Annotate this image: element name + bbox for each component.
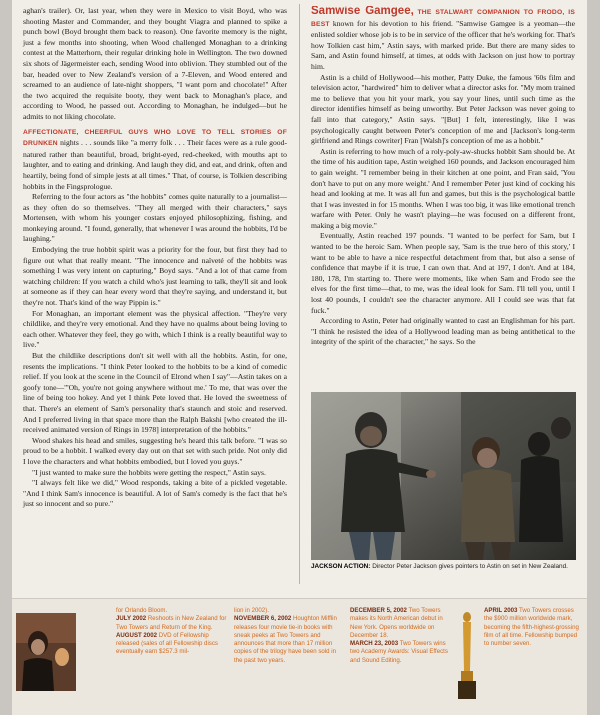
paragraph: For Monaghan, an important element was the physical affection. "They're very childlike, and they're very emotional. And they have no qualms about being loving to each other. Whatever they feel, they go with, which I think is a really beautiful way to live."	[23, 308, 287, 350]
left-column	[23, 6, 287, 510]
timeline-text: Houghton Mifflin releases four movie tie-in books with sneak peeks at Two Towers and announces that more than 17 million copies of the trilogy have been sold in the past two years.	[234, 615, 337, 664]
left-lead-in: AFFECTIONATE, CHEERFUL GUYS WHO LOVE TO TELL STORIES OF DRUNKEN	[23, 128, 287, 148]
timeline-text: DVD of Fellowship released (sales of all Fellowship discs eventually earn $257.3 mil-	[116, 631, 218, 656]
paragraph: "I just wanted to make sure the hobbits were getting the respect," Astin says.	[32, 467, 266, 477]
caption-label: JACKSON ACTION:	[311, 563, 371, 570]
timeline-lead: for Orlando Bloom.	[116, 607, 168, 614]
paragraph: Referring to the four actors as "the hobbits" comes quite naturally to a journalist—as they often do so themselves. "They all merged with their characters," says Mortensen, with whom his younger costars enjoyed philosophizing, fishing, and monkeying around. "I found, generally, that whenever I was around the hobbits, I'd be laughing."	[23, 192, 287, 244]
timeline-entry	[116, 607, 228, 657]
timeline-text: Reshoots in New Zealand for Two Towers and Return of the King.	[116, 615, 227, 631]
timeline-entry	[484, 607, 582, 648]
oscar-statuette-icon	[456, 609, 478, 705]
caption-text: Director Peter Jackson gives pointers to Astin on set in New Zealand.	[372, 563, 568, 570]
timeline-text: Two Towers makes its North American debut in New York. Opens worldwide on December 18.	[350, 607, 443, 639]
paragraph: Astin is referring to how much of a roly-poly-aw-shucks hobbit Sam should be. At the time of his audition tape, Astin weighed 160 pounds, and Jackson encouraged him to gain weight. "I remember being in their kitchen at one point, and Fran said, 'You don't have to put on any more weight.' And I remember Peter just kind of cocking his head and looking at me. It was all fun and games, but this is the psychological battle that I was invested in for 15 months. When I was too big, it was like emotional trench warfare with Peter. Only he wasn't playing—he was focused on a different front, making a big movie."	[311, 146, 575, 230]
paragraph-text: known for his devotion to his friend. "Samwise Gamgee is a yeoman—the enlisted soldier whose job is to be in service of the officer that he's working for. That's how Tolkien cast him," Astin says, with marked pride. But there are many sides to Sam, and Astin found himself, at times, at odds with Jackson on just how to portray him.	[311, 18, 575, 71]
timeline-text: Two Towers wins two Academy Awards: Visual Effects and Sound Editing.	[350, 640, 448, 664]
timeline-date: AUGUST 2002	[116, 631, 157, 639]
magazine-page	[12, 0, 587, 715]
section-headline: Samwise Gamgee,	[311, 6, 414, 17]
paragraph: Embodying the true hobbit spirit was a priority for the four, but first they had to figure out what that really meant. "The innocence and naïveté of the hobbits was something I was very intent on capturing," Boyd says. "And a lot of that came from watching children: If you watch a child who's just learning to talk, they'll sit and look at someone as if they can hear every word that they're saying, and understand it, but they're not. That's kind of the way Pippin is."	[23, 245, 287, 308]
timeline-date: MARCH 23, 2003	[350, 640, 399, 648]
paragraph: aghan's trailer). Or, last year, when they were in Mexico to visit Boyd, who was shooting Master and Commander, and they bought Viagra and planned to spike a punch bowl (Boyd brought them back to reason). One favorite memory is the night, just a few months into shooting, when Wood challenged Monaghan to a drinking contest at the Matterhorn, their regular drinking hole in Wellington. The two downed six shots of Jägermeister each, sending Wood into oblivion. They stumbled out of the bar, headed over to New Zealand's version of a 7-Eleven, and Wood entered and screamed to an audience of late-night shoppers, "I want porn and chocolate!" After the two acquired the requisite booty, they went back to Monaghan's place, and according to Wood, he passed out. According to Monaghan, he indulged—but he admits to not liking chocolate.	[23, 6, 287, 121]
photo-illustration	[311, 392, 576, 560]
timeline-lead: lion in 2002).	[234, 607, 269, 614]
paragraph: According to Astin, Peter had originally wanted to cast an Englishman for his part. "I think he resisted the idea of a Hollywood leading man as being antithetical to the integrity of the spirit of the character," he says. So the	[311, 316, 575, 347]
timeline-entry	[350, 607, 450, 665]
paragraph: Wood shakes his head and smiles, suggesting he's heard this talk before. "I was so proud to be a hobbit. I walked every day out on that set with such pride. Not only did I love the characters and what hobbits embodied, but I loved you guys."	[23, 435, 287, 466]
timeline-date: JULY 2002	[116, 615, 147, 623]
column-divider	[299, 4, 300, 584]
right-lead-in: THE STALWART COMPANION TO FRODO, IS BEST	[311, 9, 575, 28]
paragraph: Eventually, Astin reached 197 pounds. "I wanted to be perfect for Sam, but I wanted to be the heroic Sam. When people say, 'Sam is the true hero of this story,' I want to be able to have a nice respectful detachment from that, but also a sense of confidence that maybe if it is true, I can own that. And at 197, I don't. And at 184, 180, 178, I'm starting to. There were moments, like when Sam and Frodo see the elves for the first time—that, to me, was the ideal look for Sam. I'll tell you, until I lost 40 pounds, I couldn't see the character anymore. All I could see was that fat fuck."	[311, 231, 575, 315]
left-section-paragraph	[23, 127, 287, 193]
paragraph-text: nights . . . sounds like "a merry folk . . . Their faces were as a rule good-natured rather than beautiful, broad, bright-eyed, red-cheeked, with mouths apt to laughter, and to eating and drinking. And laugh they did, and eat, and drink, often and heartily, being fond of simple jests at all times." That, of course, is Tolkien describing hobbits in the Fingsprologue.	[23, 138, 287, 191]
paragraph: Astin is a child of Hollywood—his mother, Patty Duke, the famous '60s film and television actor, "hardwired" him to deliver what a director asks for. "My mom trained me to believe that you hit your mark, you say your lines, until such time as the director identifies himself as being unworthy. But Peter Jackson was never going to fall into that category," Astin says. "[But] I felt, interestingly, like I was psychologically caught between Peter's conception of me and [Jackson's long-term girlfriend and Rings cowriter] Fran [Walsh]'s conception of me as a hobbit."	[311, 72, 575, 146]
timeline-strip	[12, 598, 587, 715]
timeline-date: DECEMBER 5, 2002	[350, 607, 407, 614]
on-set-photo	[311, 392, 576, 560]
timeline-date: NOVEMBER 6, 2002	[234, 615, 292, 623]
photo-caption	[311, 563, 581, 570]
right-column	[311, 6, 575, 391]
timeline-text: Two Towers crosses the $900 million worldwide mark, becoming the fifth-highest-grossing film of all time. Fellowship bumped to number seven.	[484, 607, 579, 648]
right-section-paragraph	[311, 6, 575, 73]
paragraph: But the childlike descriptions don't sit well with all the hobbits. Astin, for one, resents the implications. "I think Peter looked to the hobbits to be a kind of comedic relief. If you look at the scene in the Council of Elrond when I say"—Astin takes on a goofy tone—"'Oh, you're not going anywhere without me.' To me, that was over the line of being too hokey. And yet I think Pete loved that. He loved the sweetness of that. There's an element of Sam's personality that's staunch and stoic and reserved. And I preferred living in that space more than the Ralph Bakshi [who created the ill-received animated version of Rings in 1978] interpretation of the hobbits."	[23, 351, 287, 435]
timeline-entry	[234, 607, 342, 665]
orlando-bloom-thumbnail	[16, 613, 76, 691]
timeline-date: APRIL 2003	[484, 607, 518, 614]
paragraph: "I always felt like we did," Wood responds, taking a bite of a pickled vegetable. "And I think Sam's innocence is beautiful. A lot of Sam's comedy is the fact that he's just so innocent and so pure."	[23, 478, 287, 509]
